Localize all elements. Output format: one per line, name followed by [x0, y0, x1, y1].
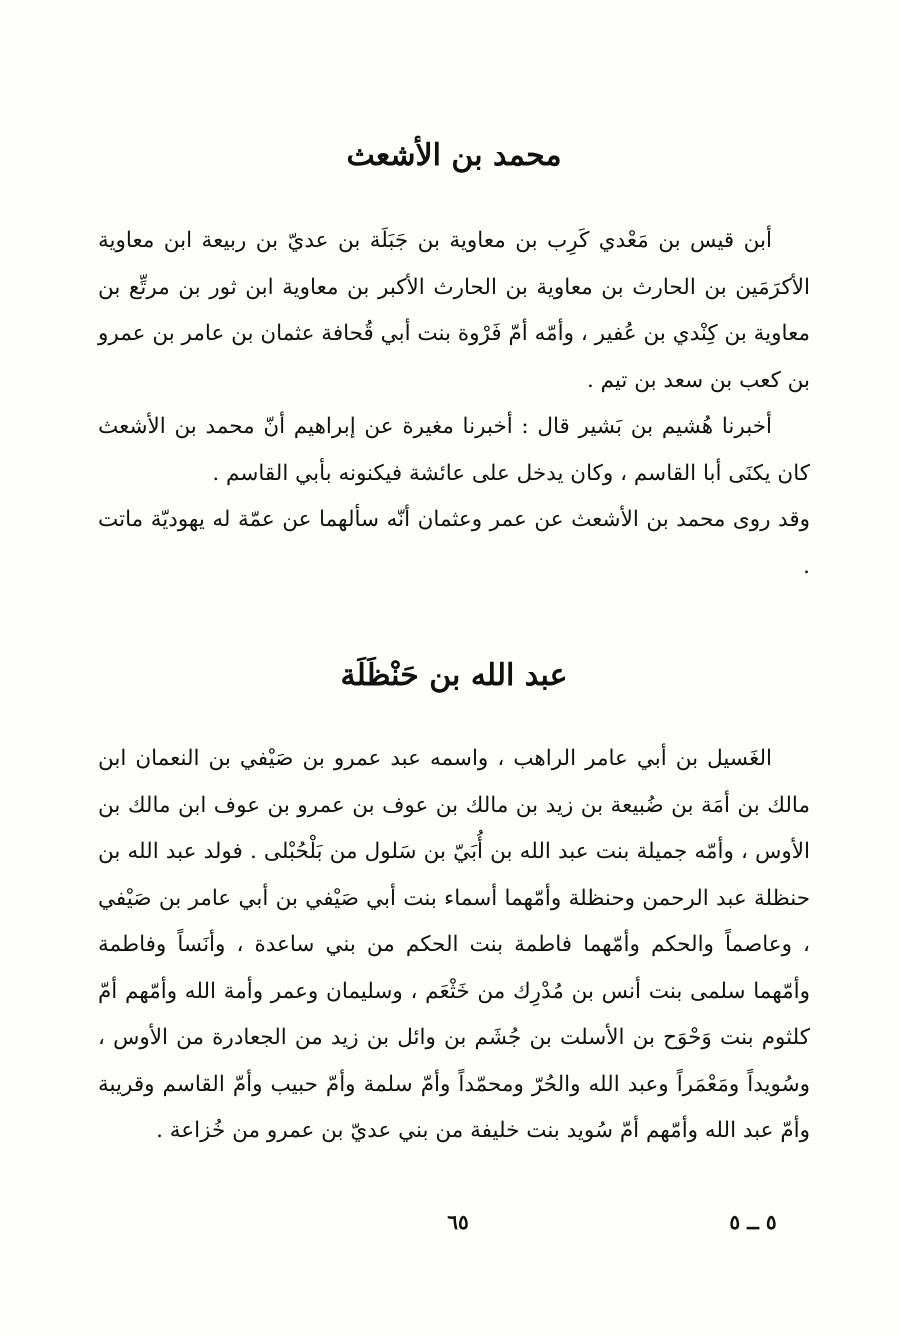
paragraph: أبن قيس بن مَعْدي كَرِب بن معاوية بن جَبَلَة بن عديّ بن ربيعة ابن معاوية الأكرَمَين بن الحارث بن معاوية بن الحارث الأكبر بن معاوية ابن ثور بن مرتِّع بن معاوية بن كِنْدي بن عُفير ، وأمّه أمّ فَرْوة بنت أبي قُحافة عثمان بن عامر بن عمرو بن كعب بن سعد بن تيم . — [98, 228, 810, 393]
section-body — [98, 736, 810, 1155]
page-number: ٦٥ — [447, 1210, 469, 1234]
biography-section-abdullah — [98, 0, 810, 1220]
paragraph: الغَسيل بن أبي عامر الراهب ، واسمه عبد عمرو بن صَيْفي بن النعمان ابن مالك بن أمَة بن ضُبيعة بن زيد بن مالك بن عوف بن عمرو بن عوف ابن مالك بن الأوس ، وأمّه جميلة بنت عبد الله بن أُبَيّ بن سَلول من بَلْحُبْلى . فولد عبد الله بن حنظلة عبد الرحمن وحنظلة وأمّهما أسماء بنت أبي صَيْفي بن أبي عامر بن صَيْفي ، وعاصماً والحكم وأمّهما فاطمة بنت الحكم من بني ساعدة ، وأنَساً وفاطمة وأمّهما سلمى بنت أنس بن مُدْرِك من خَثْعَم ، وسليمان وعمر وأمة الله وأمّهم أمّ كلثوم بنت وَحْوَح بن الأسلت بن جُشَم بن وائل بن زيد من الجعادرة من الأوس ، وسُويداً ومَعْمَراً وعبد الله والحُرّ ومحمّداً وأمّ سلمة وأمّ حبيب وأمّ القاسم وقريبة وأمّ عبد الله وأمّهم أمّ سُويد بنت خليفة من بني عديّ بن عمرو من خُزاعة . — [98, 746, 810, 1143]
section-title: عبد الله بن حَنْظَلَة — [340, 658, 568, 693]
paragraph: وقد روى محمد بن الأشعث عن عمر وعثمان أنّه سألهما عن عمّة له يهوديّة ماتت . — [98, 507, 810, 579]
paragraph: أخبرنا هُشيم بن بَشير قال : أخبرنا مغيرة عن إبراهيم أنّ محمد بن الأشعث كان يكنَى أبا القاسم ، وكان يدخل على عائشة فيكنونه بأبي القاسم . — [98, 414, 810, 486]
signature-mark: ٥ ــ ٥ — [729, 1210, 777, 1234]
section-title: محمد بن الأشعث — [346, 138, 562, 173]
page-footer — [98, 1210, 810, 1244]
